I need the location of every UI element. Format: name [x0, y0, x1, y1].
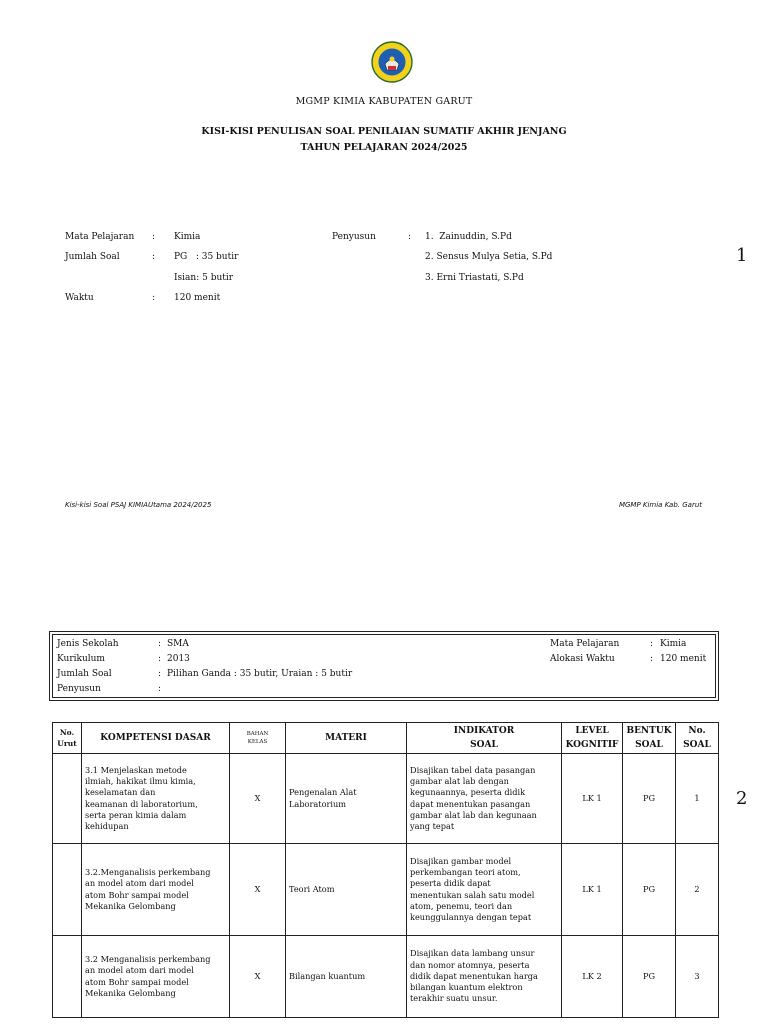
cell-no-urut — [53, 936, 82, 1018]
penyusun-3: 3. Erni Triastati, S.Pd — [425, 273, 524, 283]
colon: : — [158, 639, 162, 649]
page-number: 1 — [736, 245, 748, 266]
colon: : — [152, 293, 156, 303]
organization-name: MGMP KIMIA KABUPATEN GARUT — [295, 96, 473, 107]
cell-indikator: Disajikan tabel data pasangan gambar alat lab dengan kegunaannya, peserta didik dapat menentukan pasangan gambar alat lab dan kegunaan yang tepat — [407, 754, 562, 844]
penyusun-label: Penyusun — [332, 232, 376, 242]
colon: : — [158, 669, 162, 679]
table-row — [53, 936, 719, 1018]
footer-left: Kisi-kisi Soal PSAJ KIMIAUtama 2024/2025 — [65, 501, 212, 509]
header-no-urut: No. Urut — [53, 723, 82, 754]
jumlah-pg-value: PG : 35 butir — [174, 252, 239, 262]
colon: : — [650, 654, 654, 664]
document-title: KISI-KISI PENULISAN SOAL PENILAIAN SUMATIF AKHIR JENJANG — [201, 126, 567, 137]
cell-kompetensi-dasar: 3.1 Menjelaskan metode ilmiah, hakikat ilmu kimia, keselamatan dan keamanan di laboratorium, serta peran kimia dalam kehidupan — [82, 754, 230, 844]
header-bahan-kelas: BAHAN KELAS — [230, 723, 286, 754]
cell-no-soal: 1 — [676, 754, 719, 844]
waktu-value: 120 menit — [174, 293, 221, 303]
mapel-value: Kimia — [660, 639, 687, 649]
cell-bahan-kelas: X — [230, 844, 286, 936]
colon: : — [158, 654, 162, 664]
cell-level-kognitif: LK 1 — [562, 754, 623, 844]
colon: : — [152, 232, 156, 242]
colon: : — [408, 232, 412, 242]
footer-right: MGMP Kimia Kab. Garut — [618, 501, 702, 509]
penyusun-1: 1. Zainuddin, S.Pd — [425, 232, 512, 242]
mgmp-logo — [368, 41, 416, 83]
kisi-kisi-table — [52, 722, 719, 1018]
cell-bentuk-soal: PG — [623, 844, 676, 936]
table-header-row — [53, 723, 719, 754]
cell-kompetensi-dasar: 3.2 Menganalisis perkembang an model atom dari model atom Bohr sampai model Mekanika Gelombang — [82, 936, 230, 1018]
table-row — [53, 844, 719, 936]
table-row — [53, 754, 719, 844]
header-no-soal: No. SOAL — [676, 723, 719, 754]
header-materi: MATERI — [286, 723, 407, 754]
cell-materi: Bilangan kuantum — [286, 936, 407, 1018]
cell-no-soal: 3 — [676, 936, 719, 1018]
cell-level-kognitif: LK 1 — [562, 844, 623, 936]
jumlah-soal-value: Pilihan Ganda : 35 butir, Uraian : 5 butir — [167, 669, 353, 679]
jumlah-isian-value: Isian: 5 butir — [174, 273, 234, 283]
page-break — [0, 538, 768, 539]
school-info-box — [49, 631, 719, 701]
header-level-kognitif: LEVEL KOGNITIF — [562, 723, 623, 754]
colon: : — [152, 252, 156, 262]
jumlah-soal-label: Jumlah Soal — [65, 252, 120, 262]
page-number: 2 — [736, 788, 748, 809]
alokasi-waktu-value: 120 menit — [660, 654, 707, 664]
cell-bentuk-soal: PG — [623, 936, 676, 1018]
waktu-label: Waktu — [65, 293, 94, 303]
jumlah-soal-label: Jumlah Soal — [57, 669, 112, 679]
cell-indikator: Disajikan gambar model perkembangan teori atom, peserta didik dapat menentukan salah satu model atom, penemu, teori dan keunggulannya dengan tepat — [407, 844, 562, 936]
cell-materi: Teori Atom — [286, 844, 407, 936]
cell-no-soal: 2 — [676, 844, 719, 936]
mapel-label: Mata Pelajaran — [550, 639, 620, 649]
colon: : — [650, 639, 654, 649]
document-subtitle: TAHUN PELAJARAN 2024/2025 — [300, 142, 468, 153]
cell-indikator: Disajikan data lambang unsur dan nomor atomnya, peserta didik dapat menentukan harga bilangan kuantum elektron terakhir suatu unsur. — [407, 936, 562, 1018]
cell-materi: Pengenalan Alat Laboratorium — [286, 754, 407, 844]
colon: : — [158, 684, 162, 694]
header-bentuk-soal: BENTUK SOAL — [623, 723, 676, 754]
jenis-sekolah-value: SMA — [167, 639, 189, 649]
penyusun-label: Penyusun — [57, 684, 101, 694]
cell-level-kognitif: LK 2 — [562, 936, 623, 1018]
cell-bahan-kelas: X — [230, 936, 286, 1018]
mapel-value: Kimia — [174, 232, 201, 242]
penyusun-2: 2. Sensus Mulya Setia, S.Pd — [425, 252, 553, 262]
kurikulum-label: Kurikulum — [57, 654, 105, 664]
cell-no-urut — [53, 754, 82, 844]
header-indikator-soal: INDIKATOR SOAL — [407, 723, 562, 754]
jenis-sekolah-label: Jenis Sekolah — [57, 639, 119, 649]
mgmp-kimia-seal-icon — [368, 41, 416, 83]
cell-bahan-kelas: X — [230, 754, 286, 844]
header-kompetensi-dasar: KOMPETENSI DASAR — [82, 723, 230, 754]
alokasi-waktu-label: Alokasi Waktu — [550, 654, 615, 664]
mapel-label: Mata Pelajaran — [65, 232, 135, 242]
cell-no-urut — [53, 844, 82, 936]
kurikulum-value: 2013 — [167, 654, 190, 664]
cell-bentuk-soal: PG — [623, 754, 676, 844]
cell-kompetensi-dasar: 3.2.Menganalisis perkembang an model atom dari model atom Bohr sampai model Mekanika Gelombang — [82, 844, 230, 936]
